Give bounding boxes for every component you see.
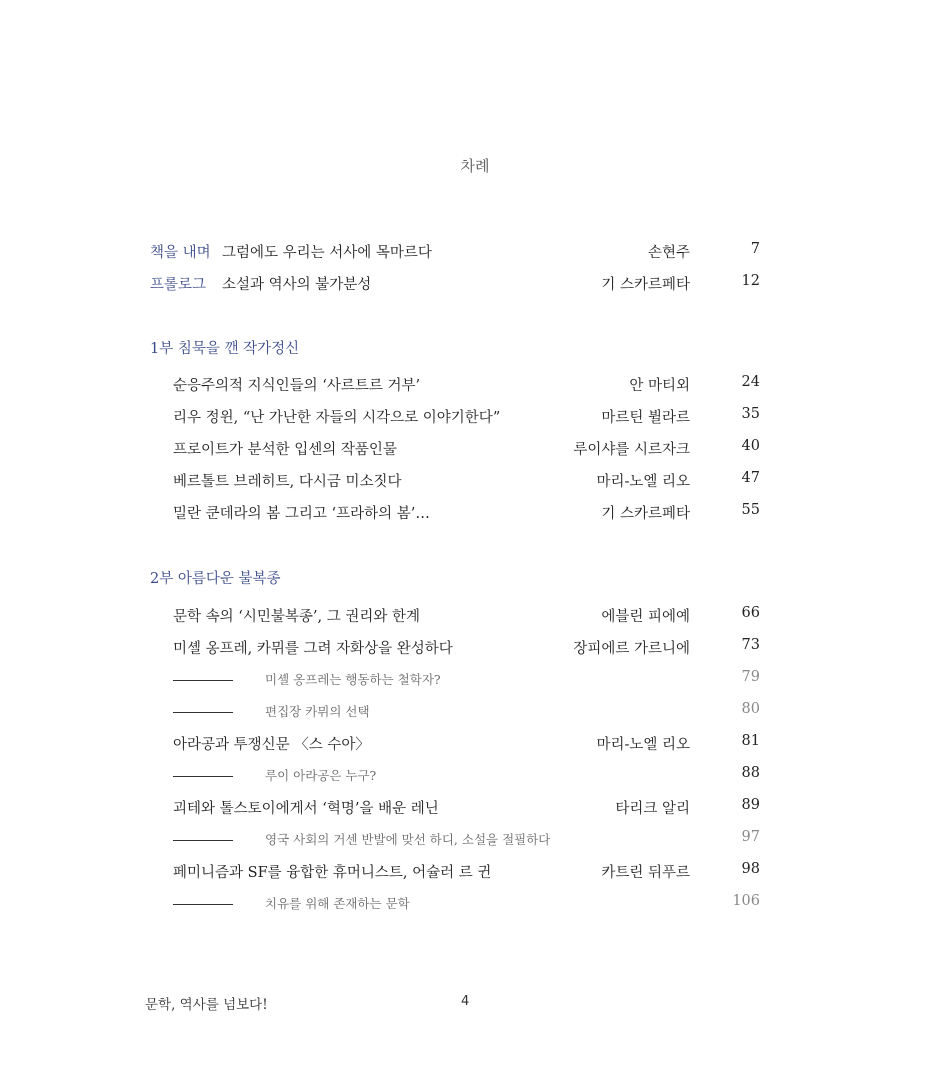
- entry-page: 47: [741, 470, 760, 486]
- entry-author: 타리크 알리: [615, 801, 690, 817]
- subentry-title: 미셸 옹프레는 행동하는 철학자?: [265, 672, 441, 687]
- toc-entry[interactable]: [0, 404, 950, 428]
- entry-title: 순응주의적 지식인들의 ‘사르트르 거부’: [173, 378, 421, 394]
- leader-line: [173, 840, 233, 841]
- subentry-page: 80: [741, 701, 760, 717]
- entry-page: 66: [741, 605, 760, 621]
- entry-author: 마르틴 뷜라르: [601, 410, 690, 426]
- entry-title: 밀란 쿤데라의 봄 그리고 ‘프라하의 봄’…: [173, 506, 430, 522]
- toc-entry[interactable]: [0, 372, 950, 396]
- entry-page: 7: [750, 241, 760, 257]
- toc-subentry[interactable]: [0, 667, 950, 691]
- entry-author: 손현주: [647, 245, 690, 261]
- entry-author: 장피에르 가르니에: [573, 641, 690, 657]
- toc-subentry[interactable]: [0, 827, 950, 851]
- toc-subentry[interactable]: [0, 699, 950, 723]
- entry-page: 81: [741, 733, 760, 749]
- entry-title: 그럼에도 우리는 서사에 목마르다: [222, 245, 432, 261]
- entry-title: 베르톨트 브레히트, 다시금 미소짓다: [173, 474, 402, 490]
- subentry-title: 치유를 위해 존재하는 문학: [265, 896, 410, 911]
- entry-author: 카트린 뒤푸르: [601, 865, 690, 881]
- entry-title: 문학 속의 ‘시민불복종’, 그 권리와 한계: [173, 609, 420, 625]
- toc-subentry[interactable]: [0, 763, 950, 787]
- toc-subentry[interactable]: [0, 891, 950, 915]
- entry-author: 기 스카르페타: [601, 277, 690, 293]
- entry-author: 마리-노엘 리오: [596, 737, 690, 753]
- entry-page: 24: [741, 374, 760, 390]
- part-heading[interactable]: 2부 아름다운 불복종: [150, 571, 281, 587]
- subentry-page: 106: [732, 893, 760, 909]
- toc-entry[interactable]: [0, 468, 950, 492]
- entry-page: 12: [741, 273, 760, 289]
- entry-lead: 프롤로그: [150, 277, 207, 293]
- entry-author: 기 스카르페타: [601, 506, 690, 522]
- entry-page: 35: [741, 406, 760, 422]
- entry-page: 98: [741, 861, 760, 877]
- entry-page: 40: [741, 438, 760, 454]
- entry-title: 아라공과 투쟁신문 〈스 수아〉: [173, 737, 370, 753]
- entry-author: 안 마티외: [629, 378, 690, 394]
- toc-entry[interactable]: [0, 239, 950, 263]
- subentry-title: 루이 아라공은 누구?: [265, 768, 377, 783]
- leader-line: [173, 904, 233, 905]
- entry-author: 루이샤를 시르자크: [573, 442, 690, 458]
- subentry-page: 79: [741, 669, 760, 685]
- entry-author: 에블린 피에예: [601, 609, 690, 625]
- leader-line: [173, 680, 233, 681]
- part-heading[interactable]: 1부 침묵을 깬 작가정신: [150, 341, 300, 357]
- toc-entry[interactable]: [0, 731, 950, 755]
- entry-title: 리우 정윈, “난 가난한 자들의 시각으로 이야기한다”: [173, 410, 501, 426]
- toc-entry[interactable]: [0, 500, 950, 524]
- toc-entry[interactable]: [0, 271, 950, 295]
- entry-page: 89: [741, 797, 760, 813]
- entry-title: 페미니즘과 SF를 융합한 휴머니스트, 어슐러 르 귄: [173, 865, 492, 881]
- footer-page-number: 4: [461, 994, 470, 1009]
- footer-book-title: 문학, 역사를 넘보다!: [145, 997, 268, 1013]
- toc-entry[interactable]: [0, 859, 950, 883]
- entry-page: 55: [741, 502, 760, 518]
- entry-lead: 책을 내며: [150, 245, 211, 261]
- toc-entry[interactable]: [0, 795, 950, 819]
- toc-entry[interactable]: [0, 635, 950, 659]
- page-title: 차례: [460, 157, 490, 175]
- subentry-page: 88: [741, 765, 760, 781]
- leader-line: [173, 712, 233, 713]
- subentry-title: 편집장 카뮈의 선택: [265, 704, 370, 719]
- subentry-page: 97: [741, 829, 760, 845]
- entry-title: 프로이트가 분석한 입센의 작품인물: [173, 442, 397, 458]
- toc-entry[interactable]: [0, 436, 950, 460]
- subentry-title: 영국 사회의 거센 반발에 맞선 하디, 소설을 절필하다: [265, 832, 551, 847]
- entry-title: 괴테와 톨스토이에게서 ‘혁명’을 배운 레닌: [173, 801, 439, 817]
- entry-author: 마리-노엘 리오: [596, 474, 690, 490]
- toc-entry[interactable]: [0, 603, 950, 627]
- entry-title: 미셸 옹프레, 카뮈를 그려 자화상을 완성하다: [173, 641, 453, 657]
- entry-page: 73: [741, 637, 760, 653]
- entry-title: 소설과 역사의 불가분성: [222, 277, 372, 293]
- leader-line: [173, 776, 233, 777]
